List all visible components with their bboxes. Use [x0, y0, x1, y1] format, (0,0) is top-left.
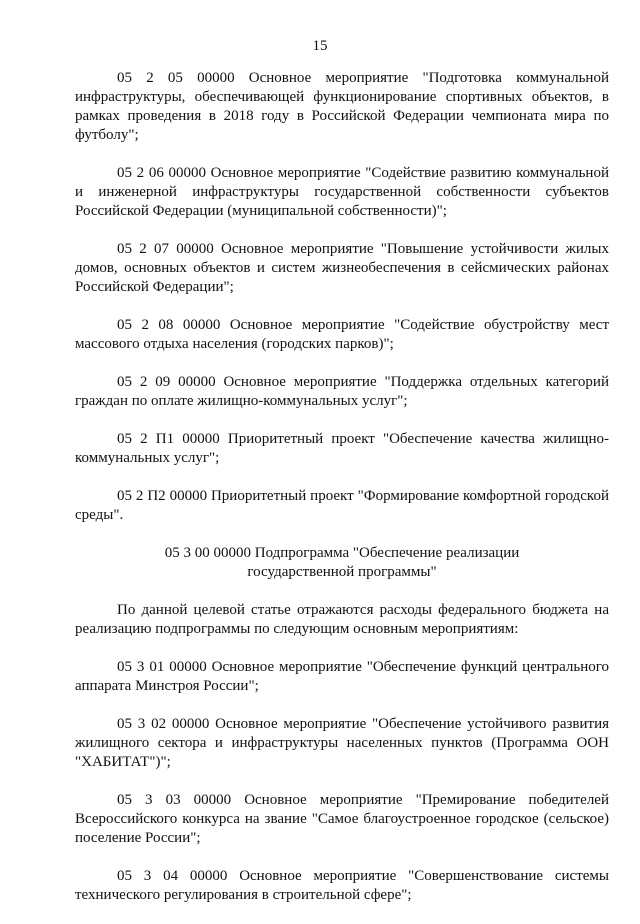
paragraph-05-2-07: 05 2 07 00000 Основное мероприятие "Повышение устойчивости жилых домов, основных объектов и систем жизнеобеспечения в сейсмических районах Российской Федерации";: [75, 241, 609, 295]
paragraph-05-3-03: 05 3 03 00000 Основное мероприятие "Премирование победителей Всероссийского конкурса на звание "Самое благоустроенное городское (сельское) поселение России";: [75, 792, 609, 846]
paragraph-05-2-08: 05 2 08 00000 Основное мероприятие "Содействие обустройству мест массового отдыха населения (городских парков)";: [75, 317, 609, 352]
subprogram-heading-line-1: 05 3 00 00000 Подпрограмма "Обеспечение реализации: [164, 545, 520, 561]
paragraph-05-2-06: 05 2 06 00000 Основное мероприятие "Содействие развитию коммунальной и инженерной инфраструктуры государственной собственности субъектов Российской Федерации (муниципальной собственности)";: [75, 165, 609, 219]
document-body: [75, 69, 609, 924]
paragraph-05-3-04: 05 3 04 00000 Основное мероприятие "Совершенствование системы технического регулирования в строительной сфере";: [75, 868, 609, 903]
paragraph-05-2-09: 05 2 09 00000 Основное мероприятие "Поддержка отдельных категорий граждан по оплате жилищно-коммунальных услуг";: [75, 374, 609, 409]
subprogram-heading-line-2: государственной программы": [247, 564, 437, 580]
subprogram-heading: [75, 544, 609, 582]
paragraph-intro: По данной целевой статье отражаются расходы федерального бюджета на реализацию подпрограммы по следующим основным мероприятиям:: [75, 602, 609, 637]
paragraph-05-2-05: 05 2 05 00000 Основное мероприятие "Подготовка коммунальной инфраструктуры, обеспечивающей функционирование спортивных объектов, в рамках проведения в 2018 году в Российской Федерации чемпионата мира по футболу";: [75, 70, 609, 143]
paragraph-05-2-p1: 05 2 П1 00000 Приоритетный проект "Обеспечение качества жилищно-коммунальных услуг";: [75, 431, 609, 466]
paragraph-05-2-p2: 05 2 П2 00000 Приоритетный проект "Формирование комфортной городской среды".: [75, 488, 609, 523]
page-number: 15: [312, 38, 328, 54]
paragraph-05-3-01: 05 3 01 00000 Основное мероприятие "Обеспечение функций центрального аппарата Минстроя России";: [75, 659, 609, 694]
paragraph-05-3-02: 05 3 02 00000 Основное мероприятие "Обеспечение устойчивого развития жилищного сектора и инфраструктуры населенных пунктов (Программа ООН "ХАБИТАТ")";: [75, 716, 609, 770]
